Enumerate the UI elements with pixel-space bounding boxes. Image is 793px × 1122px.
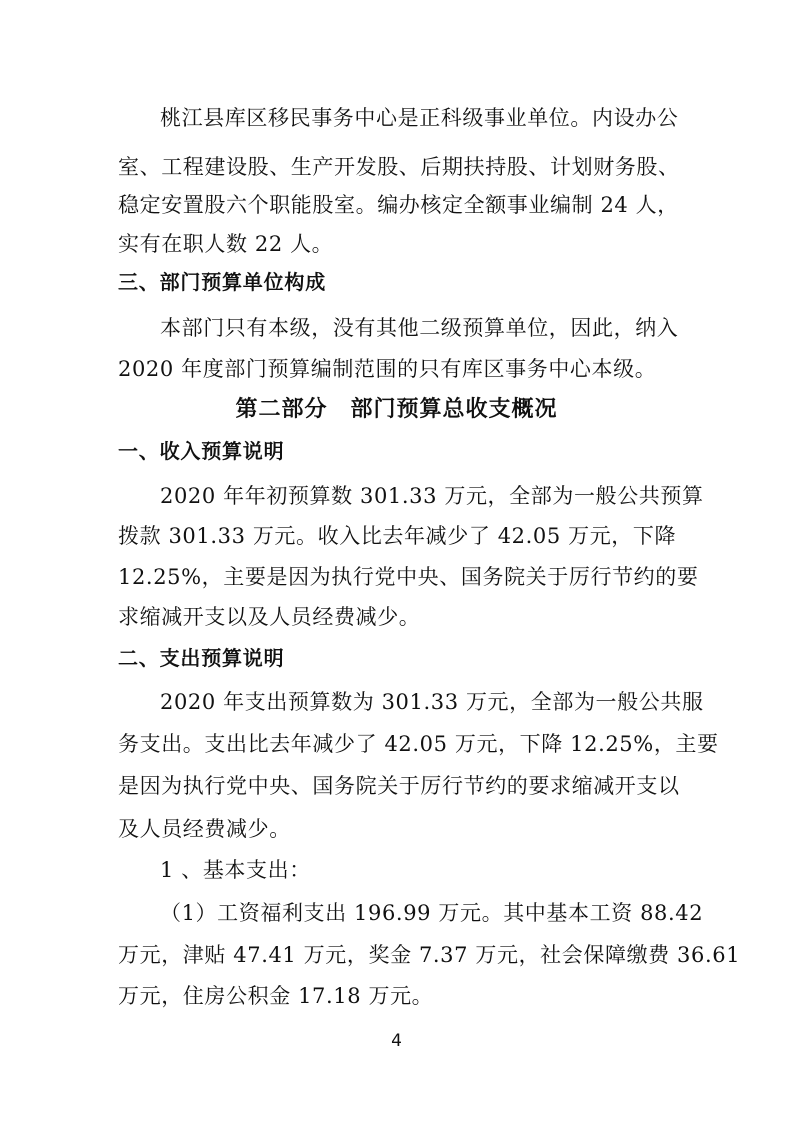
paragraph-line: 本部门只有本级，没有其他二级预算单位，因此，纳入 [160, 316, 679, 340]
paragraph-line: 及人员经费减少。 [118, 817, 291, 841]
part-title: 第二部分 部门预算总收支概况 [235, 397, 558, 422]
section-heading: 三、部门预算单位构成 [118, 270, 326, 294]
section-heading: 二、支出预算说明 [118, 646, 285, 670]
section-heading: 一、收入预算说明 [118, 439, 285, 463]
paragraph-line: 是因为执行党中央、国务院关于厉行节约的要求缩减开支以 [118, 774, 680, 798]
paragraph-line: 万元，住房公积金 17.18 万元。 [118, 984, 434, 1008]
paragraph-line: 稳定安置股六个职能股室。编办核定全额事业编制 24 人， [118, 193, 679, 217]
paragraph-line: 实有在职人数 22 人。 [118, 232, 334, 256]
subsection-heading: 1 、基本支出： [160, 858, 311, 882]
paragraph-line: 拨款 301.33 万元。收入比去年减少了 42.05 万元，下降 [118, 524, 677, 548]
page-number: 4 [391, 1031, 402, 1051]
paragraph-line: 2020 年年初预算数 301.33 万元，全部为一般公共预算 [160, 484, 704, 508]
paragraph-line: （1）工资福利支出 196.99 万元。其中基本工资 88.42 [160, 901, 704, 925]
paragraph-line: 2020 年支出预算数为 301.33 万元，全部为一般公共服 [160, 690, 704, 714]
paragraph-line: 务支出。支出比去年减少了 42.05 万元，下降 12.25%，主要 [118, 732, 719, 756]
paragraph-line: 2020 年度部门预算编制范围的只有库区事务中心本级。 [118, 357, 657, 381]
paragraph-line: 求缩减开支以及人员经费减少。 [118, 605, 421, 629]
paragraph-line: 12.25%，主要是因为执行党中央、国务院关于厉行节约的要 [118, 565, 699, 589]
paragraph-line: 桃江县库区移民事务中心是正科级事业单位。内设办公 [160, 106, 679, 130]
paragraph-line: 室、工程建设股、生产开发股、后期扶持股、计划财务股、 [118, 155, 680, 179]
paragraph-line: 万元，津贴 47.41 万元，奖金 7.37 万元，社会保障缴费 36.61 [118, 943, 741, 967]
